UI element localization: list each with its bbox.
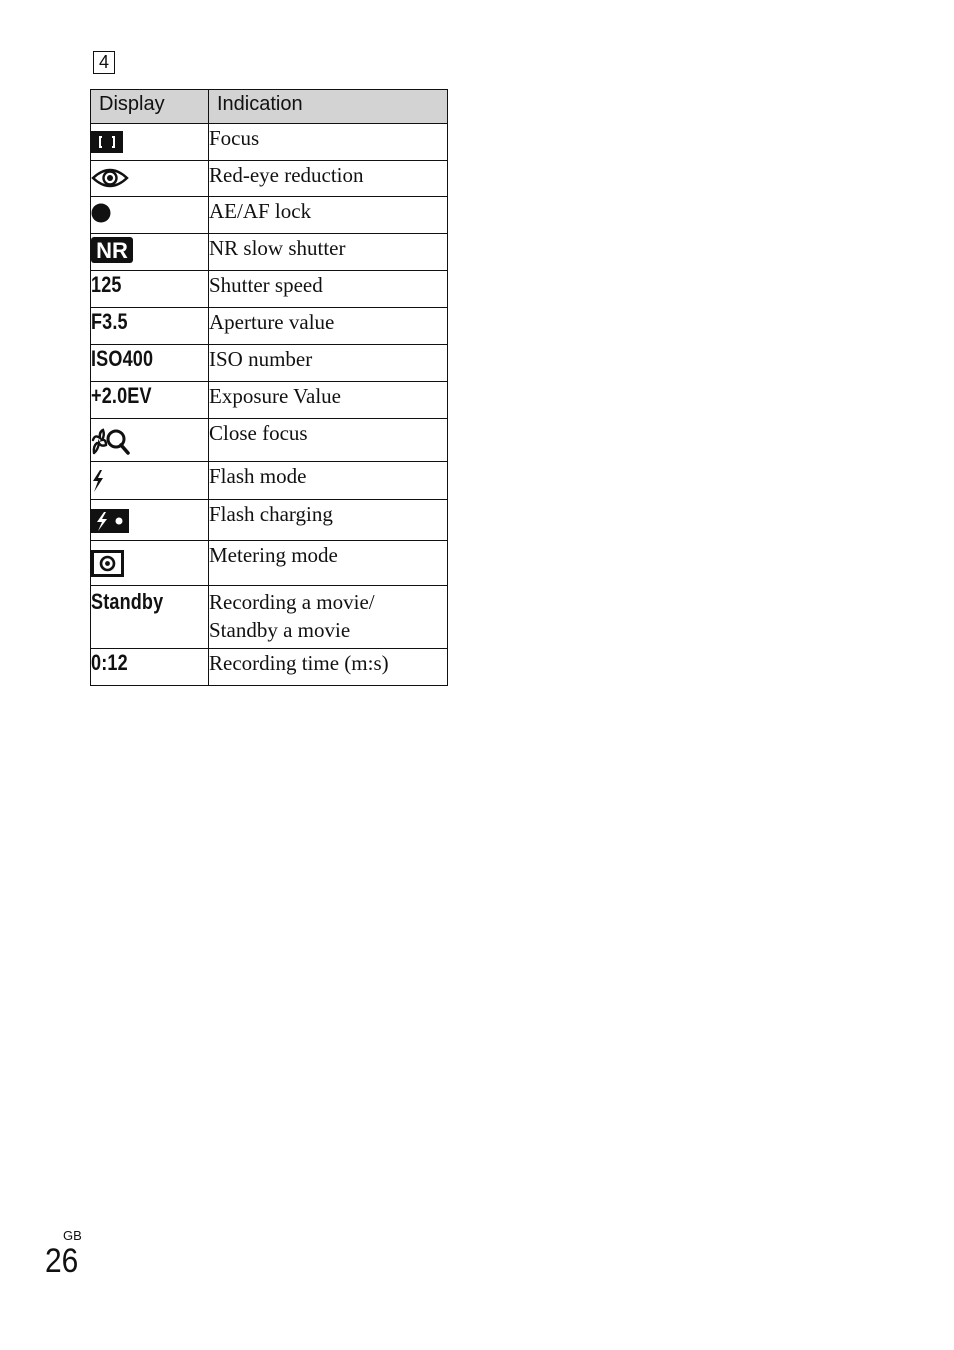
page-number: 26 [45, 1242, 79, 1280]
indication-table [90, 89, 448, 686]
display-cell [91, 462, 209, 500]
table-row [91, 345, 448, 382]
display-cell [91, 124, 209, 161]
table-row [91, 161, 448, 197]
indication-cell: Metering mode [209, 541, 448, 586]
display-value: 0:12 [91, 650, 128, 675]
table-row [91, 234, 448, 271]
flash-charging-icon [91, 509, 131, 535]
indication-cell: Aperture value [209, 308, 448, 345]
indication-cell: Close focus [209, 419, 448, 462]
display-value: 125 [91, 272, 122, 297]
display-cell [91, 234, 209, 271]
close-focus-icon [91, 426, 131, 456]
focus-frame-icon [91, 131, 123, 155]
display-value: F3.5 [91, 309, 128, 334]
table-row [91, 500, 448, 541]
header-indication: Indication [209, 90, 448, 124]
display-cell [91, 161, 209, 197]
nr-icon-text: NR [96, 238, 128, 263]
indication-line: Standby a movie [209, 618, 351, 642]
metering-icon [91, 550, 125, 578]
table-row [91, 197, 448, 234]
indication-cell: Flash charging [209, 500, 448, 541]
display-cell [91, 586, 209, 649]
indication-cell [209, 586, 448, 649]
red-eye-icon [91, 165, 129, 191]
table-row [91, 308, 448, 345]
indication-cell: Exposure Value [209, 382, 448, 419]
display-cell [91, 197, 209, 234]
display-value: +2.0EV [91, 383, 152, 408]
indication-cell: AE/AF lock [209, 197, 448, 234]
indication-cell: Red-eye reduction [209, 161, 448, 197]
indication-cell: Recording time (m:s) [209, 649, 448, 686]
flash-icon [91, 470, 105, 494]
table-row [91, 649, 448, 686]
display-cell [91, 345, 209, 382]
table-row [91, 462, 448, 500]
display-cell [91, 308, 209, 345]
display-cell [91, 271, 209, 308]
header-display: Display [91, 90, 209, 124]
nr-icon [91, 237, 133, 265]
indication-line: Recording a movie/ [209, 590, 375, 614]
display-value: Standby [91, 589, 164, 614]
display-value: ISO400 [91, 346, 154, 371]
indication-cell: Flash mode [209, 462, 448, 500]
table-row [91, 541, 448, 586]
display-cell [91, 500, 209, 541]
indication-cell: ISO number [209, 345, 448, 382]
table-row [91, 124, 448, 161]
ae-af-lock-icon [91, 203, 113, 225]
indication-cell: Focus [209, 124, 448, 161]
table-row [91, 382, 448, 419]
display-cell [91, 649, 209, 686]
table-row [91, 586, 448, 649]
table-row [91, 271, 448, 308]
table-row [91, 419, 448, 462]
indication-cell: Shutter speed [209, 271, 448, 308]
display-cell [91, 419, 209, 462]
section-marker: 4 [93, 51, 115, 74]
region-label: GB [63, 1228, 82, 1243]
display-cell [91, 541, 209, 586]
table-header-row [91, 90, 448, 124]
indication-cell: NR slow shutter [209, 234, 448, 271]
display-cell [91, 382, 209, 419]
